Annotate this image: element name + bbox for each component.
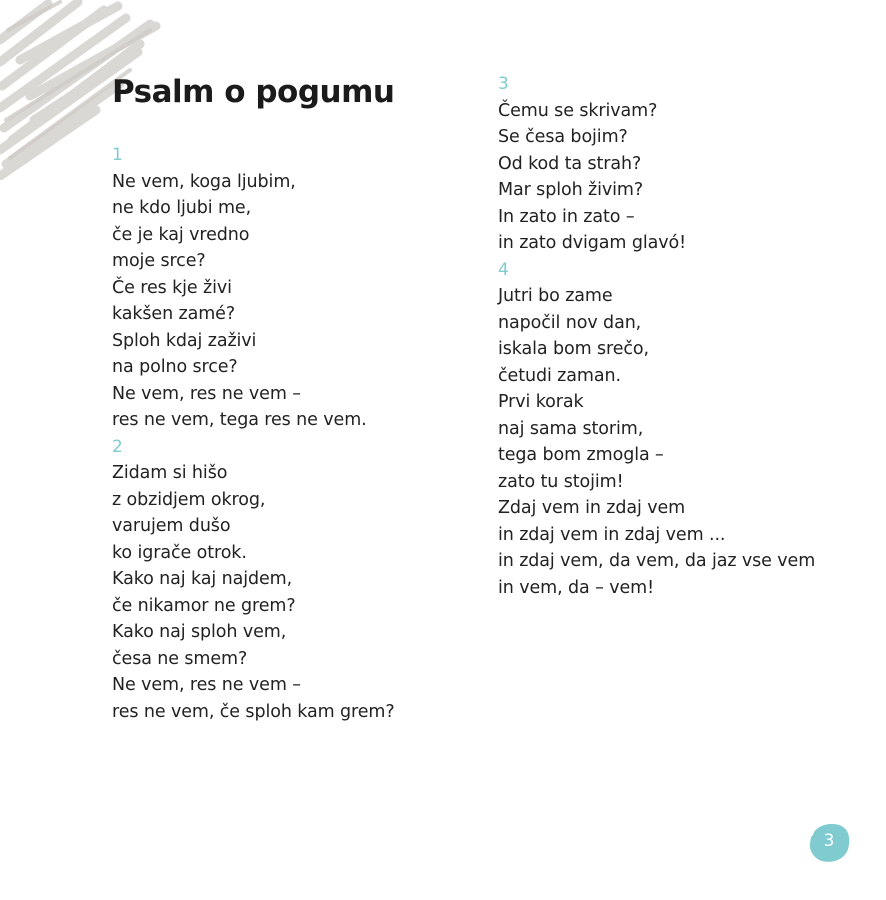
poem-line: Jutri bo zame	[498, 286, 613, 306]
poem-line: in zdaj vem in zdaj vem ...	[498, 524, 726, 545]
poem-line: in zato dvigam glavó!	[498, 233, 686, 253]
poem-line: kakšen zamé?	[112, 304, 236, 324]
poem-line: česa ne smem?	[112, 648, 248, 669]
poem-line: če nikamor ne grem?	[112, 595, 296, 616]
poem-line: Čemu se skrivam?	[498, 100, 658, 121]
poem-line: Se česa bojim?	[498, 127, 628, 147]
poem-line: na polno srce?	[112, 357, 238, 377]
poem-line: Kako naj sploh vem,	[112, 622, 287, 642]
poem-line: ko igrače otrok.	[112, 542, 247, 563]
stanza-number: 4	[498, 259, 509, 280]
poem-line: četudi zaman.	[498, 365, 621, 386]
poem-line: in vem, da – vem!	[498, 577, 655, 598]
poem-line: res ne vem, če sploh kam grem?	[112, 701, 395, 722]
poem-line: ne kdo ljubi me,	[112, 198, 252, 218]
poem-column-left	[112, 142, 472, 725]
stanza-number: 2	[112, 436, 123, 457]
poem-line: naj sama storim,	[498, 418, 644, 439]
poem-line: Ne vem, res ne vem –	[112, 383, 301, 404]
stanza	[112, 434, 472, 726]
stanza	[498, 257, 828, 602]
poem-line: Zidam si hišo	[112, 463, 228, 483]
poem-line: z obzidjem okrog,	[112, 489, 266, 510]
poem-line: iskala bom srečo,	[498, 339, 649, 359]
poem-line: Ne vem, res ne vem –	[112, 675, 301, 695]
poem-line: napočil nov dan,	[498, 312, 642, 333]
stanza	[498, 71, 828, 257]
poem-line: Zdaj vem in zdaj vem	[498, 498, 686, 518]
poem-line: Od kod ta strah?	[498, 153, 642, 174]
poem-line: Prvi korak	[498, 392, 584, 412]
poem-line: Mar sploh živim?	[498, 180, 644, 200]
poem-line: tega bom zmogla –	[498, 445, 664, 465]
poem-line: Ne vem, koga ljubim,	[112, 171, 296, 192]
poem-line: če je kaj vredno	[112, 224, 250, 245]
poem-line: zato tu stojim!	[498, 471, 624, 492]
poem-line: Kako naj kaj najdem,	[112, 569, 293, 589]
poem-line: In zato in zato –	[498, 206, 635, 227]
poem-column-right	[498, 71, 828, 601]
poem-line: Sploh kdaj zaživi	[112, 330, 257, 351]
poem-title: Psalm o pogumu	[112, 74, 395, 110]
poem-line: moje srce?	[112, 251, 206, 271]
poem-line: in zdaj vem, da vem, da jaz vse vem	[498, 551, 816, 571]
page-number: 3	[823, 831, 835, 851]
page-number-badge	[807, 821, 851, 865]
poem-line: varujem dušo	[112, 516, 231, 536]
poem-line: res ne vem, tega res ne vem.	[112, 410, 367, 430]
stanza	[112, 142, 472, 434]
poem-line: Če res kje živi	[112, 277, 232, 298]
stanza-number: 1	[112, 145, 123, 165]
stanza-number: 3	[498, 74, 509, 94]
